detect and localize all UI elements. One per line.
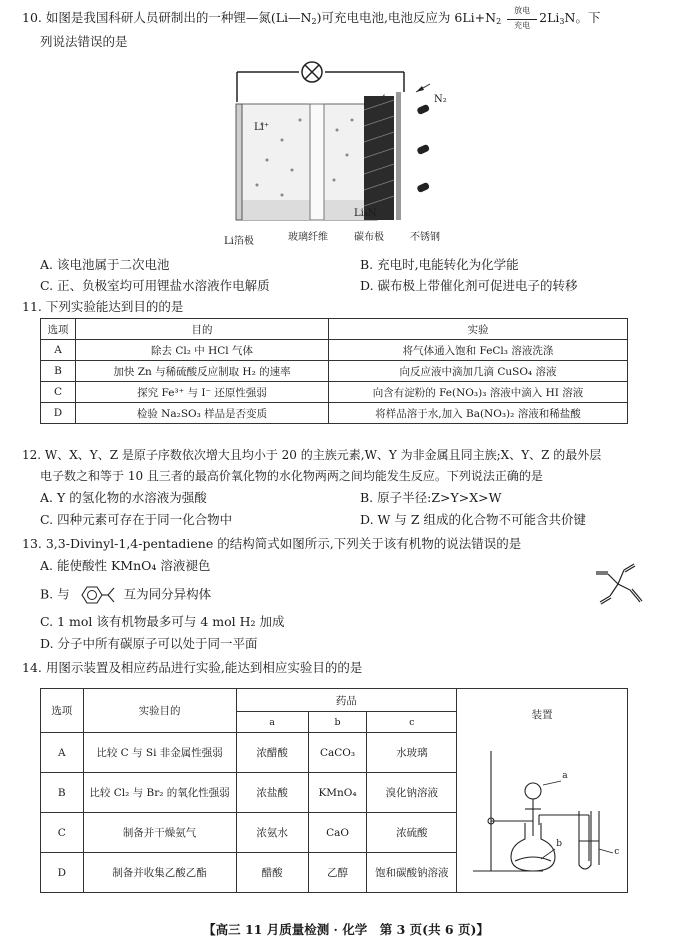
apparatus-diagram: [463, 741, 623, 881]
n2-label: N₂: [434, 94, 447, 105]
q14-cell: 制备并收集乙酸乙酯: [83, 853, 236, 893]
q14-cell: CaCO₃: [308, 733, 367, 773]
q14-header-option: 选项: [41, 689, 84, 733]
q11-stem: 11. 下列实验能达到目的的是: [22, 299, 184, 314]
q12-option-d: D. W 与 Z 组成的化合物不可能含共价键: [360, 512, 586, 527]
li3n-label: Li₃N: [354, 208, 377, 219]
q14-cell: 浓硫酸: [367, 813, 457, 853]
q14-cell: 溴化钠溶液: [367, 773, 457, 813]
q14-cell: CaO: [308, 813, 367, 853]
q11-table: [40, 318, 628, 424]
q11-cell: 将样品溶于水,加入 Ba(NO₃)₂ 溶液和稀盐酸: [329, 403, 628, 424]
label-carbon-cloth: 碳布极: [354, 232, 384, 243]
li-ion-label: Li⁺: [254, 122, 270, 133]
q14-header-b: b: [308, 712, 367, 733]
q13-option-a: A. 能使酸性 KMnO₄ 溶液褪色: [40, 558, 211, 573]
battery-figure: [222, 60, 462, 250]
q13-option-b: B. 与 互为同分异构体: [40, 584, 211, 606]
q10-option-c: C. 正、负极室均可用锂盐水溶液作电解质: [40, 278, 270, 293]
q13-option-c: C. 1 mol 该有机物最多可与 4 mol H₂ 加成: [40, 614, 285, 629]
q12-option-c: C. 四种元素可存在于同一化合物中: [40, 512, 233, 527]
isopropylbenzene-structure: [74, 584, 120, 606]
q14-cell: 浓盐酸: [236, 773, 308, 813]
q11-cell: 加快 Zn 与稀硫酸反应制取 H₂ 的速率: [76, 361, 329, 382]
q14-cell: 浓醋酸: [236, 733, 308, 773]
apparatus-label-a: a: [562, 771, 568, 781]
q14-cell: 饱和碳酸钠溶液: [367, 853, 457, 893]
q14-cell: C: [41, 813, 84, 853]
q11-cell: 探究 Fe³⁺ 与 I⁻ 还原性强弱: [76, 382, 329, 403]
q11-cell: C: [41, 382, 76, 403]
q14-cell: 制备并干燥氨气: [83, 813, 236, 853]
q10-stem-line2: 列说法错误的是: [40, 34, 128, 49]
reaction-arrow: 放电 充电: [505, 11, 539, 27]
q13-option-d: D. 分子中所有碳原子可以处于同一平面: [40, 636, 258, 651]
q14-table: [40, 688, 628, 893]
label-stainless-steel: 不锈钢: [410, 232, 440, 243]
q10-stem-line1: 10. 如图是我国科研人员研制出的一种锂—氮$(Li—N_2)$可充电电池,电池反应为 $6Li+N_2$ 放电 充电 $2Li_3N$。下: [22, 5, 601, 30]
q11-cell: D: [41, 403, 76, 424]
q12-stem-line1: 12. W、X、Y、Z 是原子序数依次增大且均小于 20 的主族元素,W、Y 为非金属且同主族;X、Y、Z 的最外层: [22, 448, 602, 462]
q14-header-purpose: 实验目的: [83, 689, 236, 733]
q14-cell: 水玻璃: [367, 733, 457, 773]
q14-cell: D: [41, 853, 84, 893]
q14-cell: 醋酸: [236, 853, 308, 893]
q11-cell: 向含有淀粉的 Fe(NO₃)₃ 溶液中滴入 HI 溶液: [329, 382, 628, 403]
page-footer: 【高三 11 月质量检测 · 化学 第 3 页(共 6 页)】: [203, 922, 489, 937]
apparatus-label-c: c: [614, 847, 620, 857]
q14-stem: 14. 用图示装置及相应药品进行实验,能达到相应实验目的的是: [22, 660, 363, 675]
q11-cell: 向反应液中滴加几滴 CuSO₄ 溶液: [329, 361, 628, 382]
q14-cell: 浓氨水: [236, 813, 308, 853]
divinylpentadiene-structure: [588, 560, 648, 613]
q14-cell: KMnO₄: [308, 773, 367, 813]
q10-option-b: B. 充电时,电能转化为化学能: [360, 257, 519, 272]
q14-header-reagents: 药品: [236, 689, 457, 712]
q13-stem: 13. 3,3-Divinyl-1,4-pentadiene 的结构简式如图所示,下列关于该有机物的说法错误的是: [22, 536, 522, 551]
q10-option-d: D. 碳布极上带催化剂可促进电子的转移: [360, 278, 578, 293]
q10-option-a: A. 该电池属于二次电池: [40, 257, 170, 272]
q11-header-option: 选项: [41, 319, 76, 340]
q14-cell: 比较 Cl₂ 与 Br₂ 的氧化性强弱: [83, 773, 236, 813]
q14-cell: A: [41, 733, 84, 773]
q12-option-b: B. 原子半径:Z>Y>X>W: [360, 490, 502, 505]
q11-cell: 除去 Cl₂ 中 HCl 气体: [76, 340, 329, 361]
q14-header-a: a: [236, 712, 308, 733]
q12-option-a: A. Y 的氢化物的水溶液为强酸: [40, 490, 207, 505]
q14-cell: 比较 C 与 Si 非金属性强弱: [83, 733, 236, 773]
label-glass-fiber: 玻璃纤维: [288, 232, 328, 243]
q11-cell: B: [41, 361, 76, 382]
q14-cell: B: [41, 773, 84, 813]
q14-apparatus-cell: [457, 689, 628, 893]
apparatus-label-b: b: [556, 839, 563, 849]
q12-stem-line2: 电子数之和等于 10 且三者的最高价氧化物的水化物两两之间均能发生反应。下列说法正确的是: [40, 469, 543, 483]
q11-cell: 将气体通入饱和 FeCl₃ 溶液洗涤: [329, 340, 628, 361]
q11-header-purpose: 目的: [76, 319, 329, 340]
label-li-foil: Li箔极: [224, 236, 254, 247]
q11-header-experiment: 实验: [329, 319, 628, 340]
q14-header-apparatus: 装置: [531, 709, 553, 721]
q14-header-c: c: [367, 712, 457, 733]
q14-cell: 乙醇: [308, 853, 367, 893]
q11-cell: A: [41, 340, 76, 361]
q11-cell: 检验 Na₂SO₃ 样品是否变质: [76, 403, 329, 424]
